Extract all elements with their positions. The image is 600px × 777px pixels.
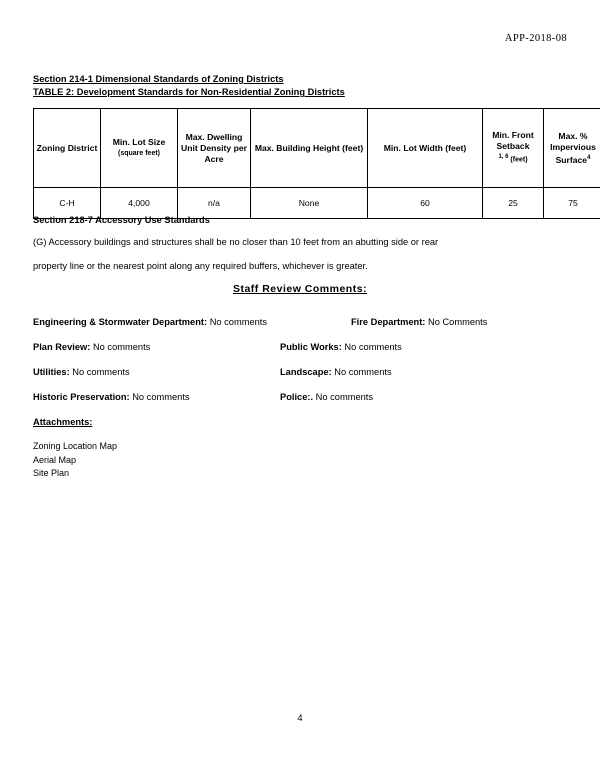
comment-police [280,391,373,404]
comment-label: Historic Preservation: [33,392,130,402]
column-header-footnote: 4 [587,154,591,161]
section-heading-line2: TABLE 2: Development Standards for Non-Residential Zoning Districts [33,87,345,97]
staff-review-title: Staff Review Comments: [232,283,368,295]
column-header-label: Max. Dwelling Unit Density per Acre [181,131,247,164]
comment-label: Utilities: [33,367,70,377]
column-header-sublabel: (square feet) [117,150,160,157]
list-item: Aerial Map [33,454,77,465]
attachments-list [33,440,117,481]
comment-utilities [33,366,130,379]
document-code: APP-2018-08 [504,33,567,44]
accessory-paragraph-1: (G) Accessory buildings and structures shall be no closer than 10 feet from an abutting side or rear [33,237,439,247]
comment-engineering-stormwater [33,316,267,329]
comment-label: Police:. [280,392,314,402]
comment-label: Engineering & Stormwater Department: [33,317,208,327]
cell-min-lot-size: 4,000 [101,188,178,219]
accessory-use-heading: Section 218-7 Accessory Use Standards [33,215,210,225]
column-header-label: Min. Front Setback [492,130,534,152]
column-header-label: Min. Lot Size [112,137,166,147]
column-header-sublabel: (feet) [510,156,528,164]
comment-value: No Comments [427,317,488,327]
development-standards-table [33,108,596,219]
column-header-min-lot-width [368,109,483,188]
comment-value: No comments [72,367,130,377]
column-header-label: Max. % Impervious Surface [550,130,596,165]
column-header-label: Max. Building Height (feet) [254,142,364,153]
comment-plan-review [33,341,150,354]
cell-max-building-height: None [251,188,368,219]
comment-value: No comments [315,392,374,402]
cell-min-front-setback: 25 [483,188,544,219]
column-header-max-building-height [251,109,368,188]
column-header-label: Zoning District [36,142,98,153]
column-header-min-front-setback [483,109,544,188]
cell-max-impervious-surface: 75 [544,188,600,219]
cell-zoning-district: C-H [34,188,101,219]
comment-value: No comments [334,367,392,377]
column-header-zoning-district [34,109,101,188]
column-header-footnote: 1, 6 [498,154,509,161]
comment-historic-preservation [33,391,190,404]
list-item: Zoning Location Map [33,441,118,451]
table-row [34,188,600,219]
cell-max-density: n/a [178,188,251,219]
comment-label: Public Works: [280,342,342,352]
column-header-min-lot-size [101,109,178,188]
accessory-paragraph-2: property line or the nearest point along any required buffers, whichever is greater. [33,261,368,271]
list-item: Site Plan [33,468,70,478]
comment-landscape [280,366,392,379]
cell-min-lot-width: 60 [368,188,483,219]
comment-label: Landscape: [280,367,332,377]
comment-label: Plan Review: [33,342,91,352]
comment-value: No comments [344,342,402,352]
comment-value: No comments [132,392,190,402]
column-header-max-impervious-surface [544,109,600,188]
table-header-row [34,109,600,188]
comment-fire-department [351,316,487,329]
comment-public-works [280,341,402,354]
attachments-heading: Attachments: [33,417,93,427]
page-number: 4 [297,713,303,723]
column-header-max-density [178,109,251,188]
comment-value: No comments [209,317,268,327]
section-heading [33,73,345,99]
column-header-label: Min. Lot Width (feet) [383,142,467,153]
section-heading-line1: Section 214-1 Dimensional Standards of Zoning Districts [33,74,284,84]
comment-label: Fire Department: [351,317,426,327]
comment-value: No comments [92,342,151,352]
